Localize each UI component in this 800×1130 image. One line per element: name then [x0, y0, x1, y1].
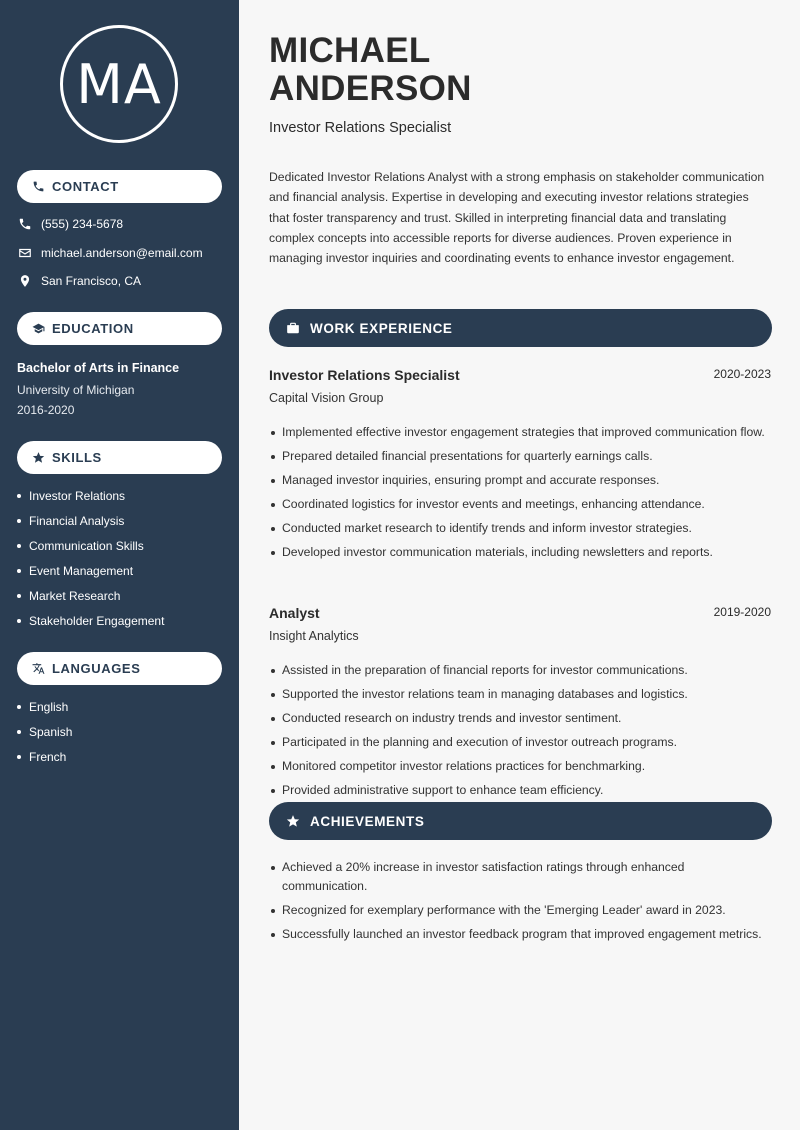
job-bullets	[269, 423, 769, 567]
education-years: 2016-2020	[17, 403, 75, 417]
list-item: Implemented effective investor engagement strategies that improved communication flow.	[269, 423, 769, 442]
job-title: Investor Relations Specialist	[269, 367, 460, 383]
achievements-heading-label: ACHIEVEMENTS	[310, 813, 425, 829]
star-icon	[285, 813, 301, 829]
map-pin-icon	[17, 273, 33, 289]
job-dates: 2020-2023	[713, 367, 771, 381]
skill-item: Event Management	[17, 558, 164, 583]
job-role: Investor Relations Specialist	[269, 120, 452, 136]
contact-heading	[17, 170, 222, 203]
work-experience-heading-label: WORK EXPERIENCE	[310, 320, 453, 336]
contact-location	[17, 273, 141, 289]
language-item: Spanish	[17, 719, 72, 744]
job-title: Analyst	[269, 605, 320, 621]
profile-summary: Dedicated Investor Relations Analyst with a strong emphasis on stakeholder communication and financial analysis. Expertise in developing and executing investor relations strategies that foster transparency and trust. Skilled in interpreting financial data and translating complex concepts into accessible reports for diverse audiences. Proven experience in managing investor inquiries and coordinating events to enhance investor engagement.	[269, 170, 765, 266]
list-item: Conducted market research to identify trends and inform investor strategies.	[269, 519, 769, 538]
list-item: Successfully launched an investor feedback program that improved engagement metrics.	[269, 925, 769, 944]
contact-phone[interactable]	[17, 216, 123, 232]
list-item: Conducted research on industry trends and investor sentiment.	[269, 709, 769, 728]
list-item: Provided administrative support to enhance team efficiency.	[269, 781, 769, 800]
main-content	[239, 0, 800, 1130]
language-item: French	[17, 744, 72, 769]
email-text: michael.anderson@email.com	[41, 246, 203, 260]
first-name: MICHAEL	[269, 31, 431, 70]
job-dates: 2019-2020	[713, 605, 771, 619]
work-experience-heading	[269, 309, 772, 347]
star-icon	[31, 451, 45, 465]
skill-item: Investor Relations	[17, 483, 164, 508]
monogram: MA	[60, 25, 178, 143]
skill-item: Communication Skills	[17, 533, 164, 558]
languages-heading	[17, 652, 222, 685]
graduation-cap-icon	[31, 322, 45, 336]
languages-list	[17, 694, 72, 769]
list-item: Recognized for exemplary performance with the 'Emerging Leader' award in 2023.	[269, 901, 769, 920]
education-degree: Bachelor of Arts in Finance	[17, 361, 180, 375]
sidebar	[0, 0, 239, 1130]
list-item: Assisted in the preparation of financial reports for investor communications.	[269, 661, 769, 680]
list-item: Coordinated logistics for investor events and meetings, enhancing attendance.	[269, 495, 769, 514]
skills-heading	[17, 441, 222, 474]
language-item: English	[17, 694, 72, 719]
phone-icon	[31, 180, 45, 194]
location-text: San Francisco, CA	[41, 274, 142, 288]
list-item: Achieved a 20% increase in investor satisfaction ratings through enhanced communication.	[269, 858, 769, 896]
achievements-list	[269, 858, 769, 949]
contact-heading-label: CONTACT	[52, 179, 119, 194]
list-item: Participated in the planning and execution of investor outreach programs.	[269, 733, 769, 752]
skill-item: Market Research	[17, 583, 164, 608]
skill-item: Financial Analysis	[17, 508, 164, 533]
translate-icon	[31, 662, 45, 676]
list-item: Supported the investor relations team in managing databases and logistics.	[269, 685, 769, 704]
job-company: Capital Vision Group	[269, 391, 384, 405]
languages-heading-label: LANGUAGES	[52, 661, 141, 676]
education-heading	[17, 312, 222, 345]
list-item: Managed investor inquiries, ensuring prompt and accurate responses.	[269, 471, 769, 490]
skill-item: Stakeholder Engagement	[17, 608, 164, 633]
skills-heading-label: SKILLS	[52, 450, 102, 465]
list-item: Prepared detailed financial presentations for quarterly earnings calls.	[269, 447, 769, 466]
envelope-icon	[17, 245, 33, 261]
phone-text: (555) 234-5678	[41, 217, 124, 231]
phone-icon	[17, 216, 33, 232]
list-item: Monitored competitor investor relations practices for benchmarking.	[269, 757, 769, 776]
list-item: Developed investor communication materials, including newsletters and reports.	[269, 543, 769, 562]
contact-email[interactable]	[17, 245, 203, 261]
skills-list	[17, 483, 164, 633]
education-school: University of Michigan	[17, 383, 135, 397]
briefcase-icon	[285, 320, 301, 336]
achievements-heading	[269, 802, 772, 840]
last-name: ANDERSON	[269, 69, 472, 108]
education-heading-label: EDUCATION	[52, 321, 134, 336]
job-company: Insight Analytics	[269, 629, 359, 643]
job-bullets	[269, 661, 769, 805]
full-name	[269, 32, 472, 108]
